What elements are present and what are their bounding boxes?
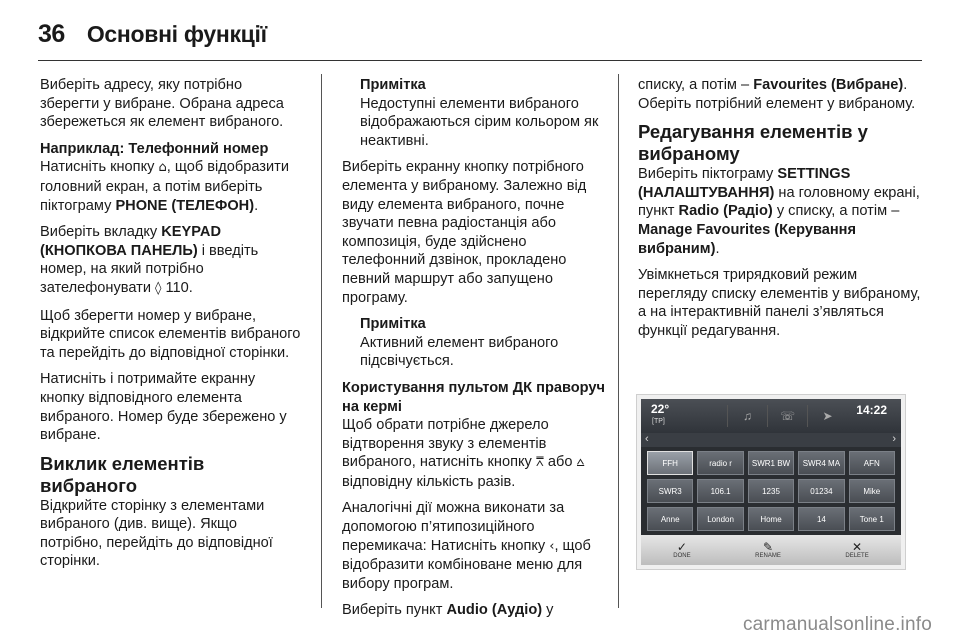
phone-icon: ☏ — [767, 405, 807, 427]
note-box — [342, 315, 612, 371]
paragraph: Увімкнеться трирядковий режим перегляду списку елементів у вибраному, а на інтерактивній панелі з’являться функції редагування. — [638, 267, 921, 339]
favourite-tile[interactable]: Tone 1 — [849, 507, 895, 531]
header-divider — [38, 60, 922, 61]
page-title: Основні функції — [86, 20, 267, 47]
seek-up-icon: ⩞ — [535, 455, 544, 471]
done-icon: ✓ — [676, 540, 687, 554]
paragraph: Виберіть екранну кнопку потрібного елемента у вибраному. Залежно від виду елемента вибраного, почне звучати певна радіостанція або композиція, буде здійснено телефонний дзвінок, прокладено певний маршрут або запущено програму. — [342, 159, 587, 306]
favourite-tile[interactable]: SWR4 MA — [798, 451, 844, 475]
clock-readout: 14:22 — [856, 403, 887, 417]
action-rename-button[interactable] — [755, 541, 781, 559]
section-heading-edit-favourites: Редагування елементів у вибраному — [638, 121, 868, 165]
paragraph: Відкрийте сторінку з елементами вибраного (див. вище). Якщо потрібно, перейдіть до відповідної сторінки. — [40, 497, 273, 570]
interaction-selector-bar — [641, 535, 901, 565]
nav-icon: ➤ — [807, 405, 847, 427]
note-box — [342, 76, 612, 150]
home-icon: ⌂ — [158, 160, 167, 176]
section-heading-call-favourites: Виклик елементів вибраного — [40, 452, 205, 496]
favourites-page-nav — [641, 433, 901, 447]
action-label: DONE — [673, 553, 691, 559]
paragraph: Натисніть кнопку ⌂, щоб відобразити головний екран, а потім виберіть піктограму PHONE (ТЕЛЕФОН). — [40, 159, 289, 214]
temperature-readout: 22° — [651, 402, 670, 416]
action-done-button[interactable] — [673, 541, 690, 559]
section-heading-steering-wheel: Користування пультом ДК праворуч на кермі — [342, 379, 605, 415]
favourite-tile[interactable]: Home — [748, 507, 794, 531]
note-text: Активний елемент вибраного підсвічується. — [360, 334, 559, 370]
paragraph: Натисніть і потримайте екранну кнопку відповідного елемента вибраного. Номер буде збережено у вибране. — [40, 371, 287, 444]
favourite-tile[interactable]: 14 — [798, 507, 844, 531]
status-bar — [641, 399, 901, 433]
infotainment-screenshot — [636, 394, 906, 570]
column-1 — [40, 76, 303, 579]
tp-indicator: [TP] — [652, 418, 665, 425]
page-header — [38, 14, 267, 54]
favourite-tile[interactable]: 1235 — [748, 479, 794, 503]
page-reference-icon: ◊ — [155, 280, 162, 296]
chevron-left-icon: ‹ — [549, 538, 555, 554]
note-title: Примітка — [360, 77, 426, 93]
favourite-tile[interactable]: 106.1 — [697, 479, 743, 503]
column-divider-2 — [618, 74, 619, 608]
infotainment-display — [641, 399, 901, 565]
favourite-tile[interactable]: SWR1 BW — [748, 451, 794, 475]
action-label: DELETE — [845, 553, 869, 559]
paragraph: Виберіть адресу, яку потрібно зберегти у вибране. Обрана адреса збережеться як елемент вибраного. — [40, 77, 284, 131]
section-heading-example: Наприклад: Телефонний номер — [40, 140, 269, 157]
column-2 — [342, 76, 612, 628]
action-label: RENAME — [755, 553, 781, 559]
paragraph: Виберіть пункт Audio (Аудіо) у — [342, 602, 554, 619]
page-number: 36 — [38, 19, 65, 48]
music-icon: ♫ — [727, 405, 767, 427]
chevron-left-icon: ‹ — [645, 433, 649, 445]
paragraph: списку, а потім – Favourites (Вибране). Оберіть потрібний елемент у вибраному. — [638, 77, 916, 112]
action-delete-button[interactable] — [845, 541, 868, 559]
seek-down-icon: ⩟ — [576, 455, 585, 471]
chevron-right-icon: › — [892, 433, 896, 445]
note-title: Примітка — [360, 316, 426, 333]
top-icon-row — [727, 405, 847, 427]
favourite-tile[interactable]: radio r — [697, 451, 743, 475]
paragraph: Виберіть піктограму SETTINGS (НАЛАШТУВАННЯ) на головному екрані, пункт Radio (Радіо) у списку, а потім – Manage Favourites (Керування вибраним). — [638, 166, 920, 257]
favourite-tile[interactable]: Mike — [849, 479, 895, 503]
delete-icon: ✕ — [852, 540, 863, 554]
paragraph: Аналогічні дії можна виконати за допомогою п’ятипозиційного перемикача: Натисніть кнопку ‹, щоб відобразити комбіноване меню для вибору програм. — [342, 500, 591, 592]
note-text: Недоступні елементи вибраного відображаються сірим кольором як неактивні. — [360, 95, 599, 149]
column-3 — [638, 76, 924, 349]
paragraph: Виберіть вкладку KEYPAD (КНОПКОВА ПАНЕЛЬ) і введіть номер, на який потрібно зателефонувати ◊ 110. — [40, 224, 259, 296]
paragraph: Щоб обрати потрібне джерело відтворення звуку з елементів вибраного, натисніть кнопку ⩞ або ⩟ відповідну кількість разів. — [342, 417, 585, 490]
favourite-tile[interactable]: FFH — [647, 451, 693, 475]
page-reference: 110. — [161, 279, 193, 296]
paragraph: Щоб зберегти номер у вибране, відкрийте список елементів вибраного та перейдіть до відповідної сторінки. — [40, 307, 301, 361]
favourite-tile[interactable]: SWR3 — [647, 479, 693, 503]
column-divider-1 — [321, 74, 322, 608]
favourite-tile[interactable]: AFN — [849, 451, 895, 475]
favourite-tile[interactable]: 01234 — [798, 479, 844, 503]
rename-icon: ✎ — [762, 540, 774, 554]
favourites-grid — [647, 451, 895, 531]
watermark: carmanualsonline.info — [742, 614, 932, 635]
favourite-tile[interactable]: London — [697, 507, 743, 531]
favourite-tile[interactable]: Anne — [647, 507, 693, 531]
